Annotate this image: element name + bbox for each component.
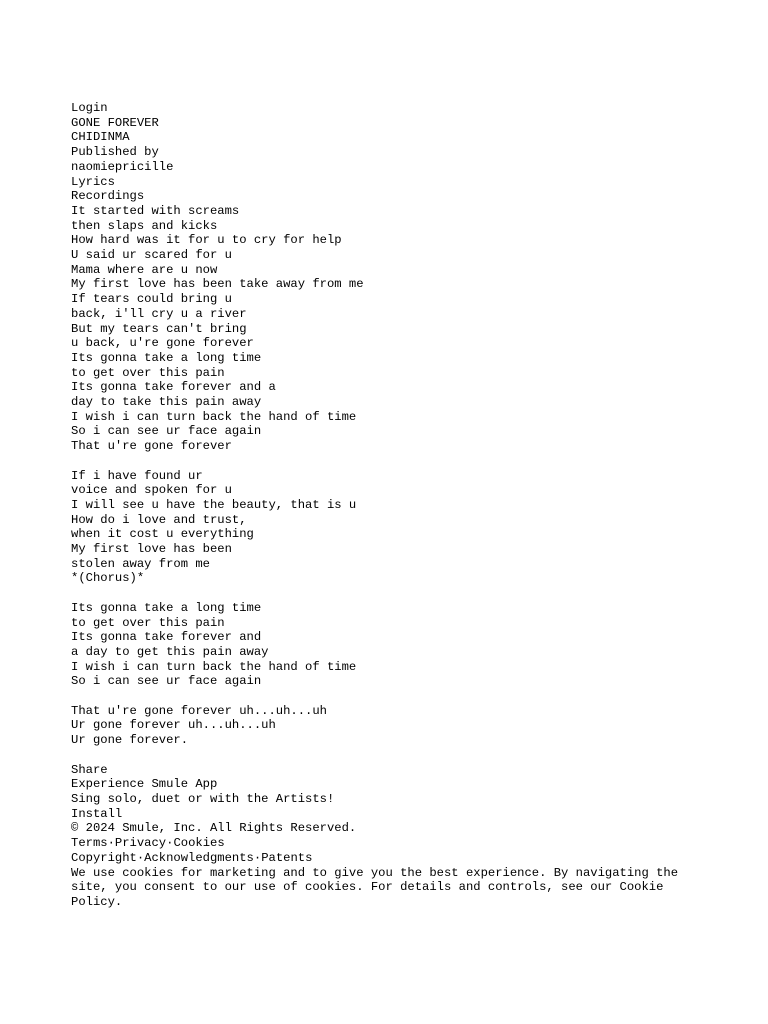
lyric-line: How hard was it for u to cry for help xyxy=(71,233,342,248)
footer-separator: · xyxy=(136,850,145,865)
artist-link[interactable]: CHIDINMA xyxy=(71,130,130,145)
app-promo-subtitle: Sing solo, duet or with the Artists! xyxy=(71,791,335,806)
lyric-line: Its gonna take forever and a xyxy=(71,380,276,395)
lyric-line: Mama where are u now xyxy=(71,262,218,277)
lyric-line: day to take this pain away xyxy=(71,395,262,410)
footer-separator: · xyxy=(107,836,115,851)
lyric-line: I will see u have the beauty, that is u xyxy=(71,497,357,512)
lyric-line: I wish i can turn back the hand of time xyxy=(71,659,357,674)
lyric-line: then slaps and kicks xyxy=(71,218,218,233)
lyric-line: Its gonna take a long time xyxy=(71,350,262,365)
published-by-label: Published by xyxy=(71,145,159,160)
lyric-line: U said ur scared for u xyxy=(71,248,232,263)
lyric-line xyxy=(71,586,711,601)
lyric-line: My first love has been xyxy=(71,542,232,557)
lyric-line: I wish i can turn back the hand of time xyxy=(71,409,357,424)
lyric-line: That u're gone forever xyxy=(71,439,232,454)
share-button[interactable]: Share xyxy=(71,762,108,777)
lyric-line: It started with screams xyxy=(71,203,240,218)
install-button[interactable]: Install xyxy=(71,806,123,821)
lyric-line: stolen away from me xyxy=(71,556,210,571)
lyric-line: But my tears can't bring xyxy=(71,321,247,336)
lyric-line: Its gonna take forever and xyxy=(71,630,262,645)
patents-link[interactable]: Patents xyxy=(261,850,313,865)
lyric-line xyxy=(71,689,711,704)
lyric-line xyxy=(71,748,711,763)
lyric-line: Ur gone forever uh...uh...uh xyxy=(71,718,276,733)
tab-lyrics[interactable]: Lyrics xyxy=(71,174,115,189)
copyright-text: © 2024 Smule, Inc. All Rights Reserved. xyxy=(71,821,357,836)
lyric-line: So i can see ur face again xyxy=(71,674,262,689)
footer-links-row-2 xyxy=(71,851,711,866)
lyric-line: How do i love and trust, xyxy=(71,512,247,527)
footer-separator: · xyxy=(253,850,262,865)
lyric-line: Its gonna take a long time xyxy=(71,600,262,615)
login-link[interactable]: Login xyxy=(71,101,108,115)
lyric-line xyxy=(71,454,711,469)
lyric-line: So i can see ur face again xyxy=(71,424,262,439)
page-content xyxy=(71,101,711,910)
lyric-line: to get over this pain xyxy=(71,615,225,630)
lyric-line: voice and spoken for u xyxy=(71,483,232,498)
app-promo-title: Experience Smule App xyxy=(71,777,218,792)
lyric-line: *(Chorus)* xyxy=(71,571,145,586)
privacy-link[interactable]: Privacy xyxy=(114,836,167,851)
lyric-line: a day to get this pain away xyxy=(71,644,269,659)
lyric-line: Ur gone forever. xyxy=(71,733,189,748)
copyright-link[interactable]: Copyright xyxy=(71,850,137,865)
lyrics-block xyxy=(71,204,711,763)
lyric-line: back, i'll cry u a river xyxy=(71,306,247,321)
lyric-line: when it cost u everything xyxy=(71,527,254,542)
lyric-line: My first love has been take away from me xyxy=(71,277,364,292)
song-title: GONE FOREVER xyxy=(71,115,159,130)
cookie-notice-text: We use cookies for marketing and to give you the best experience. By navigating the site, you consent to our use of cookies. For details and controls, see our Cookie Policy. xyxy=(71,865,679,909)
lyric-line: That u're gone forever uh...uh...uh xyxy=(71,703,327,718)
footer-links-row-1 xyxy=(71,836,711,851)
footer-separator: · xyxy=(166,836,174,851)
cookies-link[interactable]: Cookies xyxy=(173,836,225,851)
lyric-line: If tears could bring u xyxy=(71,292,232,307)
lyric-line: to get over this pain xyxy=(71,365,225,380)
lyric-line: If i have found ur xyxy=(71,468,203,483)
terms-link[interactable]: Terms xyxy=(71,836,108,851)
tab-recordings[interactable]: Recordings xyxy=(71,189,145,204)
publisher-link[interactable]: naomiepricille xyxy=(71,159,174,174)
lyric-line: u back, u're gone forever xyxy=(71,336,254,351)
acknowledgments-link[interactable]: Acknowledgments xyxy=(144,850,254,865)
